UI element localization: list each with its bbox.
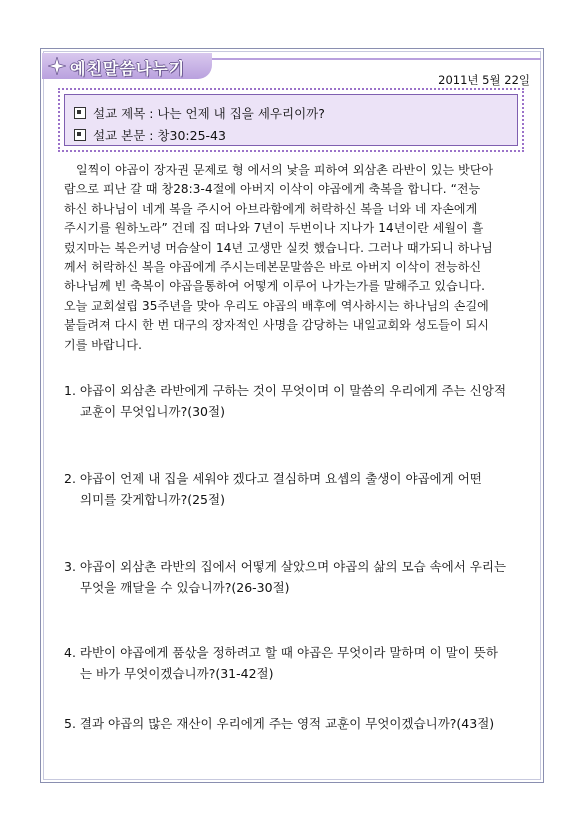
- question-2: [64, 468, 534, 510]
- sparkle-icon: [48, 57, 66, 75]
- question-text-cont: 무엇을 깨달을 수 있습니까?(26-30절): [80, 580, 290, 595]
- question-5: [64, 713, 534, 734]
- intro-line: 렀지마는 복은커녕 머슴살이 14년 고생만 실컷 했습니다. 그러나 때가되니 하나님: [64, 240, 493, 255]
- title-banner: [42, 53, 212, 79]
- intro-line: 붙들려져 다시 한 번 대구의 장자적인 사명을 감당하는 내일교회와 성도들이 되시: [64, 318, 489, 333]
- sermon-info-box: [58, 88, 524, 152]
- date-label: 2011년 5월 22일: [438, 73, 530, 87]
- intro-paragraph: [64, 161, 524, 355]
- intro-line: 람으로 피난 갈 때 창28:3-4절에 아버지 이삭이 야곱에게 축복을 합니다. “전능: [64, 182, 481, 197]
- question-text-cont: 교훈이 무엇입니까?(30절): [80, 404, 225, 419]
- intro-line: 기를 바랍니다.: [64, 337, 142, 352]
- question-3: [64, 556, 534, 598]
- bullet-icon: [74, 129, 86, 141]
- intro-line: 하신 하나님이 네게 복을 주시어 아브라함에게 허락하신 복을 너와 네 자손에게: [64, 201, 478, 216]
- title-underline: [212, 58, 541, 60]
- question-text-cont: 의미를 갖게합니까?(25절): [80, 492, 225, 507]
- sermon-scripture: 설교 본문 : 창30:25-43: [93, 128, 226, 143]
- question-4: [64, 642, 534, 684]
- question-text-cont: 는 바가 무엇이겠습니까?(31-42절): [80, 666, 274, 681]
- question-text: 5. 결과 야곱의 많은 재산이 우리에게 주는 영적 교훈이 무엇이겠습니까?(43절): [64, 716, 495, 731]
- question-1: [64, 380, 534, 422]
- sermon-title-row: [74, 104, 325, 122]
- sermon-title: 설교 제목 : 나는 언제 내 집을 세우리이까?: [93, 106, 325, 121]
- intro-line: 오늘 교회설립 35주년을 맞아 우리도 야곱의 배후에 역사하시는 하나님의 손길에: [64, 298, 489, 313]
- sermon-text-row: [74, 126, 226, 144]
- intro-line: 일찍이 야곱이 장자권 문제로 형 에서의 낯을 피하여 외삼촌 라반이 있는 밧단아: [76, 163, 494, 177]
- intro-line: 주시기를 원하노라” 건데 집 떠나와 7년이 두번이나 지나가 14년이란 세월이 흘: [64, 221, 484, 236]
- page-title: 예친말씀나누기: [70, 59, 186, 78]
- question-text: 3. 야곱이 외삼촌 라반의 집에서 어떻게 살았으며 야곱의 삶의 모습 속에서 우리는: [64, 559, 507, 574]
- bullet-icon: [74, 107, 86, 119]
- question-text: 1. 야곱이 외삼촌 라반에게 구하는 것이 무엇이며 이 말씀의 우리에게 주는 신앙적: [64, 383, 507, 398]
- question-text: 2. 야곱이 언제 내 집을 세워야 겠다고 결심하며 요셉의 출생이 야곱에게 어떤: [64, 471, 482, 486]
- question-text: 4. 라반이 야곱에게 품삯을 정하려고 할 때 야곱은 무엇이라 말하며 이 말이 뜻하: [64, 645, 498, 660]
- intro-line: 께서 허락하신 복을 야곱에게 주시는데본문말씀은 바로 아버지 이삭이 전능하신: [64, 260, 482, 275]
- intro-line: 하나님께 빈 축복이 야곱을통하여 어떻게 이루어 나가는가를 말해주고 있습니다.: [64, 279, 486, 294]
